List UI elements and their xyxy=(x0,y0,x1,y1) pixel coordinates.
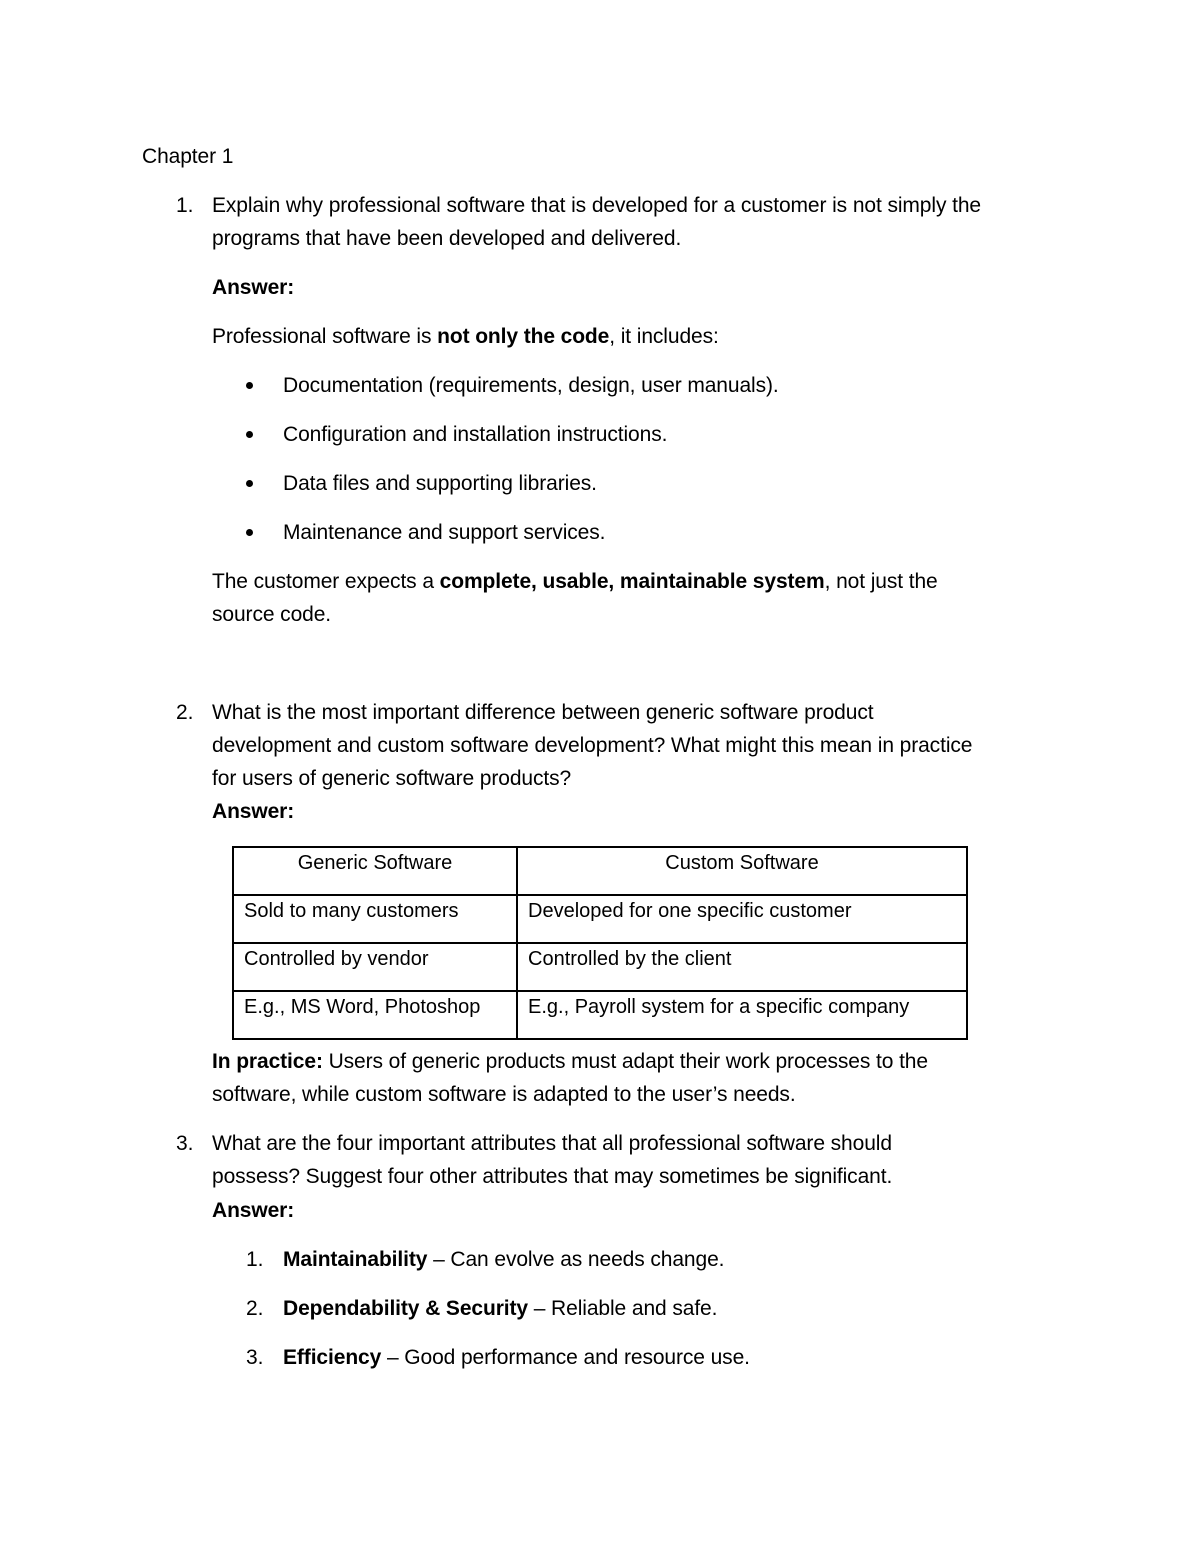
table-cell: E.g., Payroll system for a specific company xyxy=(517,991,967,1039)
q1-bullet-item: Data files and supporting libraries. xyxy=(283,472,597,495)
q1-conclusion xyxy=(212,565,938,598)
q1-conclusion-bold: complete, usable, maintainable system xyxy=(439,570,825,593)
table-cell: Developed for one specific customer xyxy=(517,895,967,943)
q3-answer-label: Answer: xyxy=(212,1199,295,1222)
q2-number: 2. xyxy=(176,701,194,724)
q3-list-item xyxy=(283,1243,724,1276)
bullet-dot-icon xyxy=(246,382,253,389)
q1-conclusion-post: , not just the xyxy=(824,570,938,593)
comparison-table xyxy=(232,846,968,1040)
q2-practice xyxy=(212,1045,928,1078)
bullet-dot-icon xyxy=(246,480,253,487)
table-cell: Sold to many customers xyxy=(233,895,517,943)
q1-intro-bold: not only the code xyxy=(437,325,610,348)
q2-answer-label: Answer: xyxy=(212,800,295,823)
q3-item-term: Dependability & Security xyxy=(283,1297,528,1320)
q3-item-term: Maintainability xyxy=(283,1248,428,1271)
q3-list-item xyxy=(283,1341,750,1374)
table-row xyxy=(233,943,967,991)
table-cell: E.g., MS Word, Photoshop xyxy=(233,991,517,1039)
q1-conclusion-line2: source code. xyxy=(212,603,332,626)
q1-bullet-item: Documentation (requirements, design, user manuals). xyxy=(283,374,779,397)
q1-intro-post: , it includes: xyxy=(609,325,719,348)
table-cell: Controlled by the client xyxy=(517,943,967,991)
q1-conclusion-pre: The customer expects a xyxy=(212,570,440,593)
q1-bullet-item: Maintenance and support services. xyxy=(283,521,606,544)
q3-question-line2: possess? Suggest four other attributes that may sometimes be significant. xyxy=(212,1165,893,1188)
q3-item-number: 2. xyxy=(246,1297,264,1320)
q1-answer-label: Answer: xyxy=(212,276,295,299)
table-row xyxy=(233,991,967,1039)
q2-practice-line2: software, while custom software is adapted to the user’s needs. xyxy=(212,1083,796,1106)
q3-item-number: 1. xyxy=(246,1248,264,1271)
q2-practice-text: Users of generic products must adapt their work processes to the xyxy=(322,1050,928,1073)
q2-practice-bold: In practice: xyxy=(212,1050,323,1073)
q2-question-line3: for users of generic software products? xyxy=(212,767,572,790)
q3-list-item xyxy=(283,1292,717,1325)
q3-question-line1: What are the four important attributes that all professional software should xyxy=(212,1132,892,1155)
table-cell: Controlled by vendor xyxy=(233,943,517,991)
table-header-row xyxy=(233,847,967,895)
table-header-cell: Generic Software xyxy=(233,847,517,895)
q3-item-term: Efficiency xyxy=(283,1346,382,1369)
q3-item-number: 3. xyxy=(246,1346,264,1369)
q3-number: 3. xyxy=(176,1132,194,1155)
q1-intro-pre: Professional software is xyxy=(212,325,438,348)
q1-intro xyxy=(212,320,719,353)
chapter-title: Chapter 1 xyxy=(142,145,234,168)
q1-bullet-item: Configuration and installation instructions. xyxy=(283,423,668,446)
q3-item-text: – Good performance and resource use. xyxy=(381,1346,750,1369)
bullet-dot-icon xyxy=(246,529,253,536)
q3-item-text: – Reliable and safe. xyxy=(528,1297,718,1320)
q3-item-text: – Can evolve as needs change. xyxy=(427,1248,725,1271)
q1-question-line2: programs that have been developed and delivered. xyxy=(212,227,682,250)
q2-question-line2: development and custom software development? What might this mean in practice xyxy=(212,734,973,757)
bullet-dot-icon xyxy=(246,431,253,438)
q1-question-line1: Explain why professional software that is developed for a customer is not simply the xyxy=(212,194,981,217)
q1-number: 1. xyxy=(176,194,194,217)
table-row xyxy=(233,895,967,943)
q2-question-line1: What is the most important difference between generic software product xyxy=(212,701,874,724)
table-header-cell: Custom Software xyxy=(517,847,967,895)
